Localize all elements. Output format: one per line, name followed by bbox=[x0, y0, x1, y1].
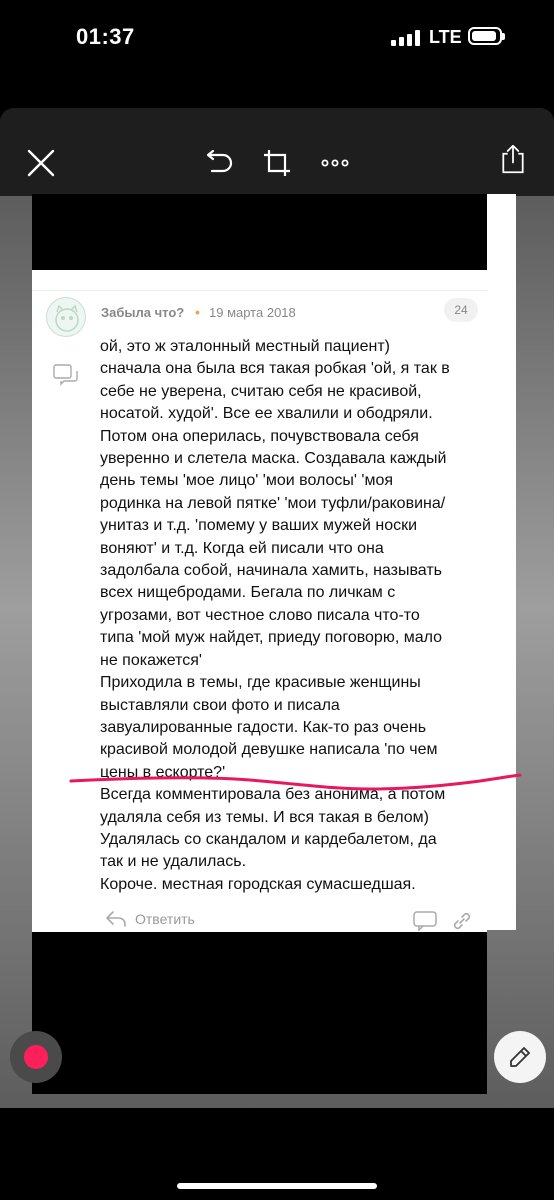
comment-line: Короче. местная городская сумасшедшая. bbox=[100, 875, 416, 893]
comment-line: носатой. худой'. Все ее хвалили и ободряли. bbox=[100, 405, 433, 423]
comment-line: себе не уверена, считаю себя не красивой, bbox=[100, 382, 422, 400]
divider bbox=[32, 290, 487, 291]
comment-body bbox=[100, 336, 485, 896]
comment-line: Приходила в темы, где красивые женщины bbox=[100, 674, 421, 692]
comment-count-badge: 24 bbox=[444, 298, 478, 322]
comment-line: Потом она оперилась, почувствовала себя bbox=[100, 427, 419, 445]
comment-line: выставляли свои фото и писала bbox=[100, 696, 340, 714]
comment-line: не покажется' bbox=[100, 651, 202, 669]
home-indicator[interactable] bbox=[177, 1183, 377, 1189]
reply-icon[interactable] bbox=[105, 910, 127, 928]
comment-line: воняют' и т.д. Когда ей писали что она bbox=[100, 539, 384, 557]
comment-line: удаляла себя из темы. И вся такая в белом) bbox=[100, 808, 429, 826]
comment-line: ой, это ж эталонный местный пациент) bbox=[100, 338, 391, 355]
markup-button[interactable] bbox=[494, 1031, 546, 1083]
comment-author[interactable]: Забыла что? bbox=[101, 305, 185, 320]
comment-line: унитаз и т.д. 'помему у ваших мужей носки bbox=[100, 517, 418, 535]
link-icon[interactable] bbox=[451, 910, 473, 932]
comment-line: уверенно и слетела маска. Создавала каждый bbox=[100, 450, 447, 468]
editor-toolbar bbox=[0, 108, 554, 196]
record-icon bbox=[24, 1045, 48, 1069]
close-icon[interactable] bbox=[26, 148, 56, 178]
markup-pen-icon bbox=[507, 1044, 533, 1070]
comment-line: красивой молодой девушке написала 'по чем bbox=[100, 741, 438, 759]
comment-line: угрозами, вот честное слово писала что-то bbox=[100, 606, 420, 624]
redacted-area-top bbox=[32, 194, 487, 270]
meta-separator: • bbox=[195, 304, 200, 320]
comment-line: день темы 'мое лицо' 'мои волосы' 'моя bbox=[100, 472, 394, 490]
record-button[interactable] bbox=[10, 1031, 62, 1083]
comment-line: типа 'мой муж найдет, приеду поговорю, мало bbox=[100, 629, 443, 647]
redacted-area-bottom bbox=[32, 932, 487, 1094]
cellular-signal-icon bbox=[391, 30, 421, 46]
share-icon[interactable] bbox=[498, 144, 528, 174]
undo-icon[interactable] bbox=[203, 148, 233, 178]
comment-line: сначала она была вся такая робкая 'ой, я так в bbox=[100, 360, 450, 378]
comment-line: задолбала собой, начинала хамить, называть bbox=[100, 562, 442, 580]
page-edge bbox=[487, 194, 516, 930]
reply-button[interactable]: Ответить bbox=[135, 911, 195, 927]
comment-line: цены в ескорте?' bbox=[100, 763, 226, 781]
clock: 01:37 bbox=[76, 24, 135, 49]
comment-line: Удалялась со скандалом и кардебалетом, да bbox=[100, 830, 437, 848]
speech-bubble-icon[interactable] bbox=[413, 911, 437, 931]
comment-line: так и не удалилась. bbox=[100, 853, 247, 871]
comment-date: 19 марта 2018 bbox=[209, 305, 296, 320]
comment-line: родинка на левой пятке' 'мои туфли/раковина/ bbox=[100, 494, 446, 512]
captured-page bbox=[32, 194, 487, 1094]
more-icon[interactable] bbox=[320, 148, 350, 178]
comment-line: завуалированные гадости. Как-то раз очень bbox=[100, 718, 427, 736]
comment-line: всех нищебродами. Бегала по личкам с bbox=[100, 584, 396, 602]
comment-line: Всегда комментировала без анонима, а потом bbox=[100, 786, 446, 804]
battery-icon bbox=[468, 27, 502, 45]
crop-icon[interactable] bbox=[262, 148, 292, 178]
status-bar bbox=[0, 0, 554, 80]
avatar bbox=[46, 297, 86, 337]
network-type: LTE bbox=[429, 27, 462, 47]
comment-icon[interactable] bbox=[53, 364, 79, 388]
